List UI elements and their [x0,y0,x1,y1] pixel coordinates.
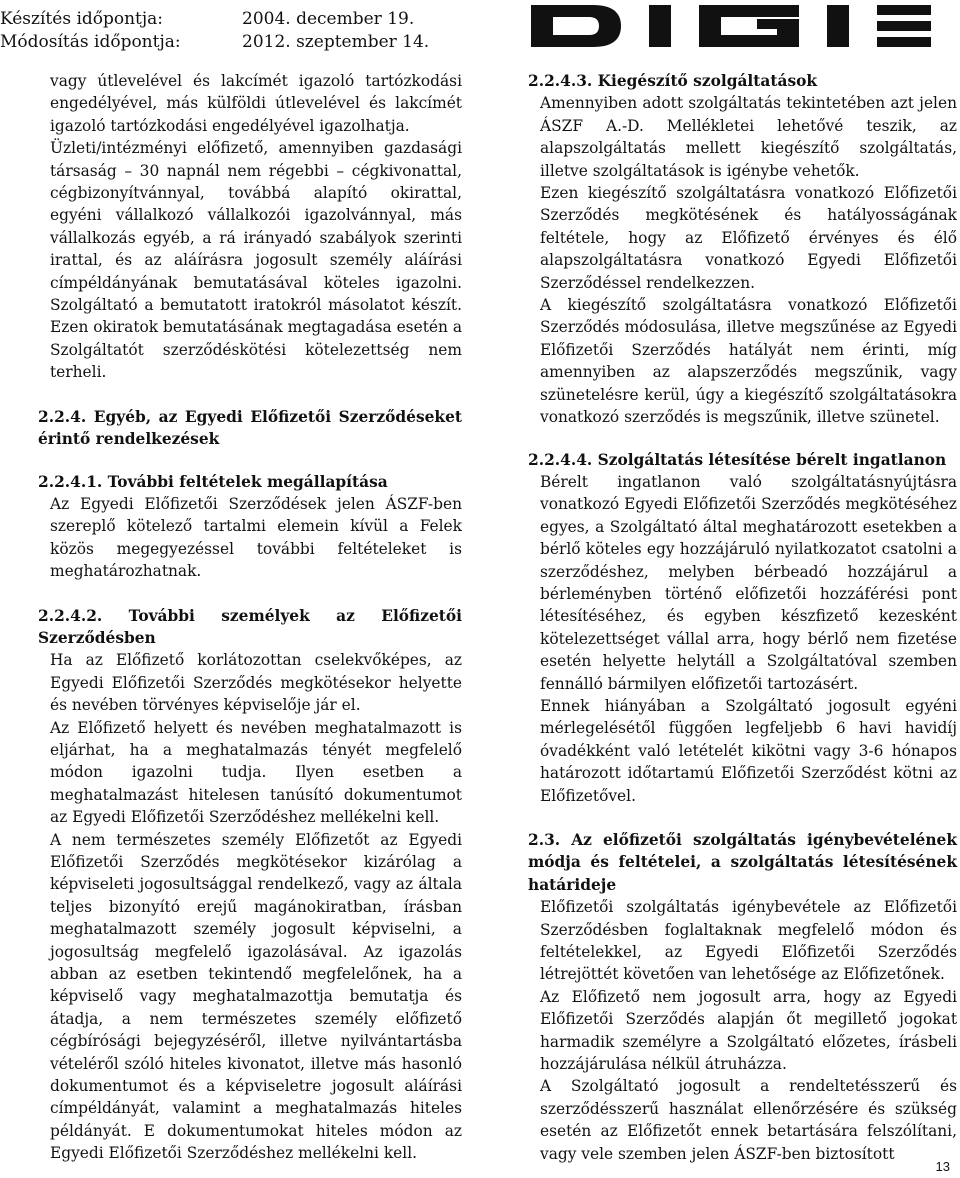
paragraph: Ennek hiányában a Szolgáltató jogosult egyéni mérlegelésétől függően legfeljebb 6 havi havidíj óvadékként való letételét kikötni vagy 3-6 hónapos határozott időtartamú Előfizetői Szerződést kötni az Előfizetővel. [540,696,957,805]
paragraph: Az Egyedi Előfizetői Szerződések jelen ÁSZF-ben szereplő kötelező tartalmi elemein kívül a Felek közös megegyezéssel további feltételeket is meghatározhatnak. [50,494,462,581]
section-heading: 2.2.4. Egyéb, az Egyedi Előfizetői Szerződéseket érintő rendelkezések [38,407,462,449]
paragraph: A nem természetes személy Előfizetőt az Egyedi Előfizetői Szerződés megkötésekor kizárólag a képviseleti jogosultsággal rendelkező, vagy az általa teljes bizonyító erejű magánokiratban, írásban meghatalmazott személy jogosult képviselni, a jogosultság megfelelő igazolásával. Az igazolás abban az esetben tekintendő megfelelőnek, ha a képviselő vagy meghatalmazottja bemutatja és átadja, a nem természetes személy előfizető cégbírósági bejegyzéséről, illetve nyilvántartásba vételéről szóló hiteles kivonatot, illetve más hasonló dokumentumot és a képviseletre jogosult aláírási címpéldányát, valamint a meghatalmazás hiteles példányát. E dokumentumokat hiteles módon az Egyedi Előfizetői Szerződéshez mellékelni kell. [50,830,462,1163]
paragraph: Az Előfizető helyett és nevében meghatalmazott is eljárhat, ha a meghatalmazás tényét megfelelő módon igazolni tudja. Ilyen esetben a meghatalmazást hitelesen tanúsító dokumentumot az Egyedi Előfizetői Szerződéshez mellékelni kell. [50,718,462,827]
paragraph: Bérelt ingatlanon való szolgáltatásnyújtásra vonatkozó Egyedi Előfizetői Szerződés megkötéséhez egyes, a Szolgáltató által meghatározott esetekben a bérlő köteles egy hozzájáruló nyilatkozatot csatolni a szerződéshez, melyben bérbeadó hozzájárul a bérleményben történő előfizetői hozzáférési pont létesítéséhez, és egyben készfizető kezesként kötelezettséget vállal arra, hogy bérlő nem fizetése esetén helyette helytáll a Szolgáltatóval szemben fennálló bármilyen előfizetői tartozásért. [540,472,957,693]
page-header [0,0,960,62]
created-label: Készítés időpontja: [0,9,164,29]
modified-value: 2012. szeptember 14. [242,32,430,52]
paragraph: vagy útlevelével és lakcímét igazoló tartózkodási engedélyével, más külföldi útlevelével és lakcímét igazoló tartózkodási engedélyével igazolhatja. [50,72,462,135]
section-heading: 2.2.4.2. További személyek az Előfizetői Szerződésben [38,606,462,647]
paragraph: Amennyiben adott szolgáltatás tekintetében azt jelen ÁSZF A.-D. Mellékletei lehetővé teszik, az alapszolgáltatás mellett kiegészítő szolgáltatás, illetve szolgáltatások is igénybe vehetők. [540,94,957,180]
section-heading: 2.3. Az előfizetői szolgáltatás igénybevételének módja és feltételei, a szolgáltatás létesítésének határideje [528,831,957,894]
created-value: 2004. december 19. [242,9,415,29]
section-heading: 2.2.4.1. További feltételek megállapítása [38,472,388,491]
paragraph: A Szolgáltató jogosult a rendeltetésszerű és szerződésszerű használat ellenőrzésére és szükség esetén az Előfizetőt ennek betartására felszólítani, vagy vele szemben jelen ÁSZF-ben biztosított [540,1077,957,1163]
right-column [528,70,957,1165]
section-heading: 2.2.4.4. Szolgáltatás létesítése bérelt ingatlanon [528,450,947,469]
modified-label: Módosítás időpontja: [0,32,181,52]
paragraph: Az Előfizető nem jogosult arra, hogy az Egyedi Előfizetői Szerződés alapján őt megillető jogokat harmadik személyre a Szolgáltató előzetes, írásbeli hozzájárulása nélkül átruházza. [540,987,957,1074]
paragraph: Előfizetői szolgáltatás igénybevétele az Előfizetői Szerződésben foglaltaknak megfelelő módon és feltételekkel, az Egyedi Előfizetői Szerződés létrejöttét követően van lehetősége az Előfizetőnek. [540,898,957,984]
paragraph: Üzleti/intézményi előfizető, amennyiben gazdasági társaság – 30 napnál nem régebbi – cégkivonattal, cégbizonyítvánnyal, továbbá alapító okirattal, egyéni vállalkozó vállalkozói igazolvánnyal, más vállalkozás egyéb, a rá irányadó szabályok szerinti irattal, és az aláírásra jogosult személy aláírási címpéldányának bemutatásával köteles igazolni. Szolgáltató a bemutatott iratokról másolatot készít. Ezen okiratok bemutatásának megtagadása esetén a Szolgáltatót szerződéskötési kötelezettség nem terheli. [50,139,462,382]
paragraph: Ezen kiegészítő szolgáltatásra vonatkozó Előfizetői Szerződés megkötésének és hatályosságának feltétele, hogy az Előfizető érvényes és élő alapszolgáltatásra vonatkozó Egyedi Előfizetői Szerződéssel rendelkezzen. [540,184,957,292]
page-number: 13 [935,1159,950,1174]
digi-logo [531,5,931,47]
paragraph: A kiegészítő szolgáltatásra vonatkozó Előfizetői Szerződés módosulása, illetve megszűnése az Egyedi Előfizetői Szerződés hatályát nem érinti, míg amennyiben az alapszerződés megszűnik, vagy szünetelésre kerül, úgy a kiegészítő szolgáltatásokra vonatkozó szerződés is megszűnik, illetve szünetel. [540,296,957,427]
left-column [38,70,462,1165]
section-heading: 2.2.4.3. Kiegészítő szolgáltatások [528,72,818,90]
paragraph: Ha az Előfizető korlátozottan cselekvőképes, az Egyedi Előfizetői Szerződés megkötésekor helyette és nevében törvényes képviselője jár el. [50,651,462,715]
